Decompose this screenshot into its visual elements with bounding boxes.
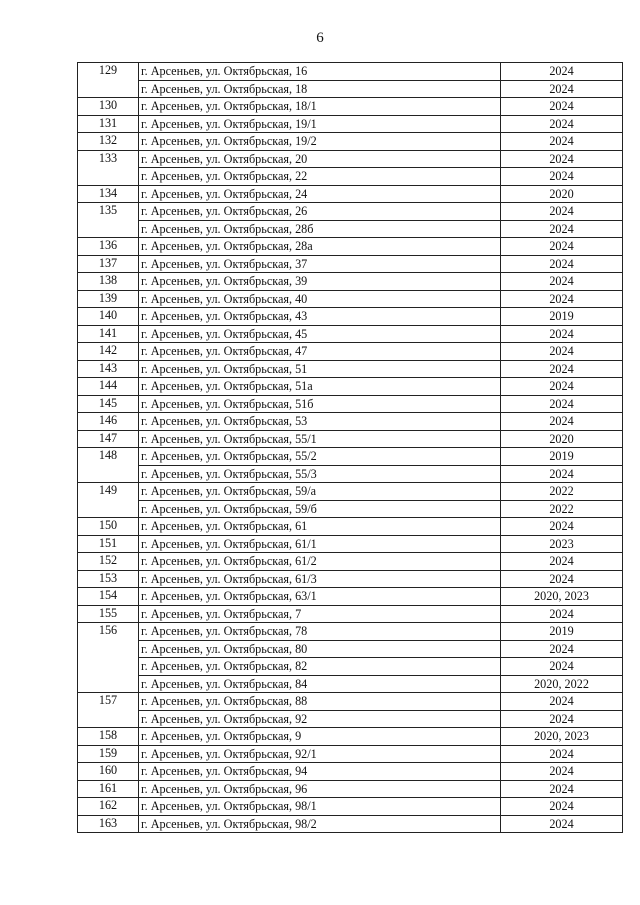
year-cell: 2024 [501, 798, 623, 816]
table-row [78, 605, 623, 623]
row-number: 141 [78, 325, 139, 343]
row-number: 130 [78, 98, 139, 116]
table-row [78, 535, 623, 553]
row-number: 159 [78, 745, 139, 763]
table-row [78, 745, 623, 763]
address-cell: г. Арсеньев, ул. Октябрьская, 82 [139, 658, 501, 676]
year-cell: 2024 [501, 325, 623, 343]
row-number: 158 [78, 728, 139, 746]
table-row [78, 238, 623, 256]
address-cell: г. Арсеньев, ул. Октябрьская, 20 [139, 150, 501, 168]
row-number: 163 [78, 815, 139, 833]
address-cell: г. Арсеньев, ул. Октябрьская, 37 [139, 255, 501, 273]
year-cell: 2024 [501, 815, 623, 833]
year-cell: 2024 [501, 465, 623, 483]
address-cell: г. Арсеньев, ул. Октябрьская, 7 [139, 605, 501, 623]
table-row [78, 815, 623, 833]
address-cell: г. Арсеньев, ул. Октябрьская, 61/1 [139, 535, 501, 553]
address-cell: г. Арсеньев, ул. Октябрьская, 24 [139, 185, 501, 203]
table-row [78, 290, 623, 308]
address-cell: г. Арсеньев, ул. Октябрьская, 45 [139, 325, 501, 343]
year-cell: 2022 [501, 500, 623, 518]
year-cell: 2024 [501, 553, 623, 571]
table-row [78, 763, 623, 781]
year-cell: 2024 [501, 658, 623, 676]
year-cell: 2019 [501, 448, 623, 466]
row-number: 136 [78, 238, 139, 256]
address-cell: г. Арсеньев, ул. Октябрьская, 98/1 [139, 798, 501, 816]
row-number: 155 [78, 605, 139, 623]
table-row [78, 325, 623, 343]
address-table [77, 62, 623, 833]
row-number: 131 [78, 115, 139, 133]
table-row [78, 413, 623, 431]
row-number: 161 [78, 780, 139, 798]
row-number: 154 [78, 588, 139, 606]
address-cell: г. Арсеньев, ул. Октябрьская, 28а [139, 238, 501, 256]
year-cell: 2024 [501, 150, 623, 168]
address-cell: г. Арсеньев, ул. Октябрьская, 88 [139, 693, 501, 711]
table-row [78, 185, 623, 203]
address-cell: г. Арсеньев, ул. Октябрьская, 55/1 [139, 430, 501, 448]
year-cell: 2020, 2023 [501, 588, 623, 606]
row-number: 133 [78, 150, 139, 185]
row-number: 157 [78, 693, 139, 728]
row-number: 153 [78, 570, 139, 588]
table-row [78, 308, 623, 326]
row-number: 134 [78, 185, 139, 203]
address-cell: г. Арсеньев, ул. Октябрьская, 55/3 [139, 465, 501, 483]
row-number: 140 [78, 308, 139, 326]
year-cell: 2024 [501, 220, 623, 238]
row-number: 132 [78, 133, 139, 151]
table-row [78, 360, 623, 378]
year-cell: 2020, 2022 [501, 675, 623, 693]
row-number: 139 [78, 290, 139, 308]
table-row [78, 150, 623, 168]
year-cell: 2024 [501, 640, 623, 658]
table-row [78, 273, 623, 291]
row-number: 152 [78, 553, 139, 571]
address-cell: г. Арсеньев, ул. Октябрьская, 94 [139, 763, 501, 781]
table-row [78, 343, 623, 361]
row-number: 162 [78, 798, 139, 816]
row-number: 138 [78, 273, 139, 291]
address-cell: г. Арсеньев, ул. Октябрьская, 51а [139, 378, 501, 396]
address-cell: г. Арсеньев, ул. Октябрьская, 9 [139, 728, 501, 746]
table-row [78, 115, 623, 133]
table-row [78, 588, 623, 606]
row-number: 142 [78, 343, 139, 361]
row-number: 145 [78, 395, 139, 413]
year-cell: 2024 [501, 133, 623, 151]
table-row [78, 98, 623, 116]
address-cell: г. Арсеньев, ул. Октябрьская, 53 [139, 413, 501, 431]
row-number: 146 [78, 413, 139, 431]
address-cell: г. Арсеньев, ул. Октябрьская, 16 [139, 63, 501, 81]
year-cell: 2020 [501, 430, 623, 448]
year-cell: 2024 [501, 98, 623, 116]
address-cell: г. Арсеньев, ул. Октябрьская, 55/2 [139, 448, 501, 466]
address-cell: г. Арсеньев, ул. Октябрьская, 61/2 [139, 553, 501, 571]
row-number: 160 [78, 763, 139, 781]
address-cell: г. Арсеньев, ул. Октябрьская, 96 [139, 780, 501, 798]
table-row [78, 500, 623, 518]
address-cell: г. Арсеньев, ул. Октябрьская, 98/2 [139, 815, 501, 833]
table-row [78, 168, 623, 186]
row-number: 129 [78, 63, 139, 98]
year-cell: 2024 [501, 710, 623, 728]
row-number: 144 [78, 378, 139, 396]
address-cell: г. Арсеньев, ул. Октябрьская, 92/1 [139, 745, 501, 763]
year-cell: 2019 [501, 623, 623, 641]
year-cell: 2024 [501, 63, 623, 81]
table-row [78, 570, 623, 588]
table-row [78, 203, 623, 221]
row-number: 137 [78, 255, 139, 273]
table-row [78, 395, 623, 413]
row-number: 151 [78, 535, 139, 553]
table-row [78, 63, 623, 81]
row-number: 147 [78, 430, 139, 448]
year-cell: 2024 [501, 203, 623, 221]
address-cell: г. Арсеньев, ул. Октябрьская, 19/1 [139, 115, 501, 133]
table-row [78, 465, 623, 483]
year-cell: 2024 [501, 238, 623, 256]
year-cell: 2024 [501, 605, 623, 623]
year-cell: 2024 [501, 115, 623, 133]
address-cell: г. Арсеньев, ул. Октябрьская, 84 [139, 675, 501, 693]
table-row [78, 553, 623, 571]
year-cell: 2024 [501, 570, 623, 588]
year-cell: 2023 [501, 535, 623, 553]
table-row [78, 658, 623, 676]
table-row [78, 255, 623, 273]
page-number: 6 [316, 30, 324, 46]
address-cell: г. Арсеньев, ул. Октябрьская, 61/3 [139, 570, 501, 588]
address-cell: г. Арсеньев, ул. Октябрьская, 47 [139, 343, 501, 361]
year-cell: 2024 [501, 168, 623, 186]
table-row [78, 728, 623, 746]
row-number: 150 [78, 518, 139, 536]
address-cell: г. Арсеньев, ул. Октябрьская, 80 [139, 640, 501, 658]
year-cell: 2024 [501, 80, 623, 98]
row-number: 149 [78, 483, 139, 518]
address-cell: г. Арсеньев, ул. Октябрьская, 61 [139, 518, 501, 536]
year-cell: 2019 [501, 308, 623, 326]
table-row [78, 623, 623, 641]
address-cell: г. Арсеньев, ул. Октябрьская, 19/2 [139, 133, 501, 151]
year-cell: 2024 [501, 693, 623, 711]
year-cell: 2024 [501, 518, 623, 536]
table-row [78, 780, 623, 798]
table-row [78, 378, 623, 396]
year-cell: 2024 [501, 378, 623, 396]
address-cell: г. Арсеньев, ул. Октябрьская, 78 [139, 623, 501, 641]
year-cell: 2020, 2023 [501, 728, 623, 746]
year-cell: 2022 [501, 483, 623, 501]
year-cell: 2024 [501, 360, 623, 378]
table-row [78, 133, 623, 151]
row-number: 143 [78, 360, 139, 378]
table-row [78, 518, 623, 536]
table-row [78, 693, 623, 711]
table-row [78, 675, 623, 693]
year-cell: 2024 [501, 273, 623, 291]
address-cell: г. Арсеньев, ул. Октябрьская, 92 [139, 710, 501, 728]
year-cell: 2024 [501, 413, 623, 431]
address-cell: г. Арсеньев, ул. Октябрьская, 63/1 [139, 588, 501, 606]
year-cell: 2024 [501, 763, 623, 781]
row-number: 135 [78, 203, 139, 238]
year-cell: 2024 [501, 780, 623, 798]
address-cell: г. Арсеньев, ул. Октябрьская, 40 [139, 290, 501, 308]
year-cell: 2024 [501, 343, 623, 361]
table-row [78, 798, 623, 816]
year-cell: 2024 [501, 745, 623, 763]
address-cell: г. Арсеньев, ул. Октябрьская, 26 [139, 203, 501, 221]
table-row [78, 640, 623, 658]
row-number: 148 [78, 448, 139, 483]
year-cell: 2024 [501, 255, 623, 273]
address-cell: г. Арсеньев, ул. Октябрьская, 51 [139, 360, 501, 378]
year-cell: 2024 [501, 290, 623, 308]
address-cell: г. Арсеньев, ул. Октябрьская, 51б [139, 395, 501, 413]
address-cell: г. Арсеньев, ул. Октябрьская, 59/б [139, 500, 501, 518]
table-row [78, 430, 623, 448]
address-cell: г. Арсеньев, ул. Октябрьская, 43 [139, 308, 501, 326]
table-row [78, 483, 623, 501]
row-number: 156 [78, 623, 139, 693]
table-row [78, 80, 623, 98]
address-cell: г. Арсеньев, ул. Октябрьская, 28б [139, 220, 501, 238]
address-cell: г. Арсеньев, ул. Октябрьская, 59/а [139, 483, 501, 501]
table-row [78, 710, 623, 728]
table-row [78, 220, 623, 238]
address-cell: г. Арсеньев, ул. Октябрьская, 39 [139, 273, 501, 291]
address-cell: г. Арсеньев, ул. Октябрьская, 22 [139, 168, 501, 186]
address-cell: г. Арсеньев, ул. Октябрьская, 18 [139, 80, 501, 98]
address-cell: г. Арсеньев, ул. Октябрьская, 18/1 [139, 98, 501, 116]
table-row [78, 448, 623, 466]
year-cell: 2024 [501, 395, 623, 413]
year-cell: 2020 [501, 185, 623, 203]
